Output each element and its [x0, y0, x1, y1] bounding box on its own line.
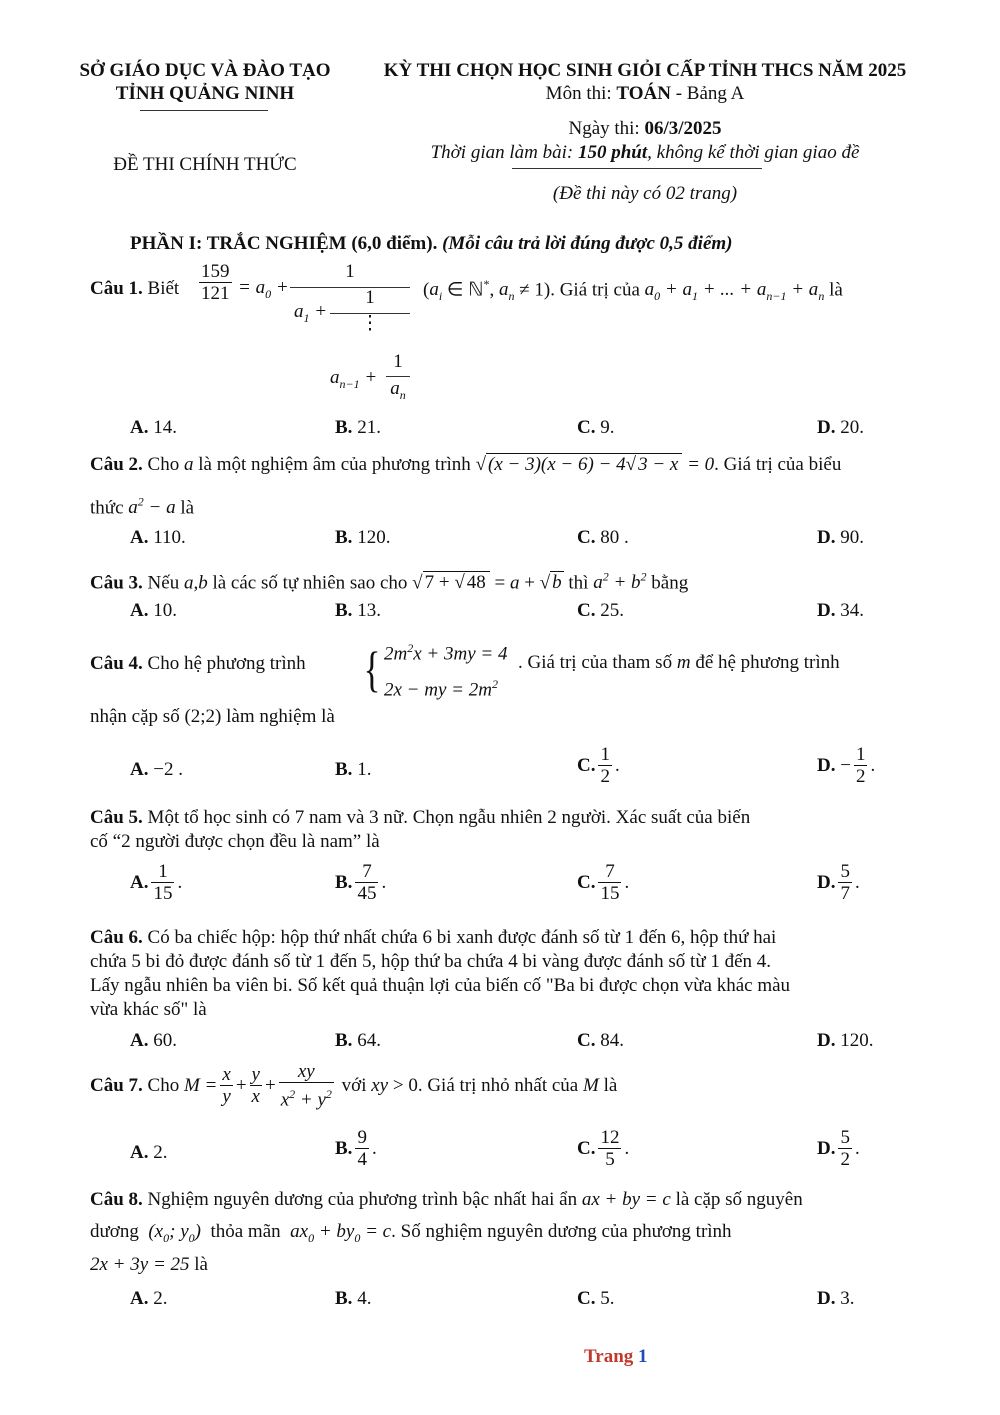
q7-option-d[interactable]: D. $\frac{5}{2}$ . [817, 1127, 860, 1170]
q1-cf-a1: $a_1$ + [294, 301, 328, 325]
question-1: Câu 1. Biết [90, 278, 180, 299]
section-title: PHẦN I: TRẮC NGHIỆM (6,0 điểm). (Mỗi câu trả lời đúng được 0,5 điểm) [130, 233, 733, 254]
q1-cf-an-1: $a_{n-1}$ + [330, 367, 378, 391]
q1-cf-a0: = $a_0$ + [238, 277, 289, 301]
q8-option-d[interactable]: D. 3. [817, 1288, 855, 1309]
question-5: Câu 5. Một tổ học sinh có 7 nam và 3 nữ. Chọn ngẫu nhiên 2 người. Xác suất của biến [90, 807, 751, 828]
q3-option-b[interactable]: B. 13. [335, 600, 381, 621]
question-2: Câu 2. Cho a là một nghiệm âm của phương trình √ (x − 3)(x − 6) − 4√ 3 − x = 0. Giá trị của biểu [90, 454, 842, 475]
question-6: Câu 6. Có ba chiếc hộp: hộp thứ nhất chứa 6 bi xanh được đánh số từ 1 đến 6, hộp thứ hai [90, 927, 777, 948]
header-left-underline [140, 110, 268, 111]
question-4-line-2: nhận cặp số (2;2) làm nghiệm là [90, 706, 335, 727]
q5-option-a[interactable]: A. $\frac{1}{15}$ . [130, 861, 183, 904]
q5-option-d[interactable]: D. $\frac{5}{7}$ . [817, 861, 860, 904]
q4-equation-system: { $2m^2x + 3my = 4$ 2x − my = $2m^2$ [363, 641, 508, 701]
q4-option-c[interactable]: C. $\frac{1}{2}$ . [577, 744, 620, 787]
q7-option-c[interactable]: C. $\frac{12}{5}$ . [577, 1127, 630, 1170]
question-4-continued: . Giá trị của tham số m để hệ phương trình [518, 652, 840, 673]
question-6-line-4: vừa khác số" là [90, 999, 207, 1020]
q3-option-a[interactable]: A. 10. [130, 600, 177, 621]
q7-option-a[interactable]: A. 2. [130, 1142, 168, 1163]
q5-option-c[interactable]: C. $\frac{7}{15}$ . [577, 861, 630, 904]
q6-option-c[interactable]: C. 84. [577, 1030, 624, 1051]
official-exam-label: ĐỀ THI CHÍNH THỨC [113, 154, 297, 175]
pages-note: (Đề thi này có 02 trang) [552, 183, 738, 204]
q6-option-d[interactable]: D. 120. [817, 1030, 874, 1051]
q3-option-d[interactable]: D. 34. [817, 600, 864, 621]
q2-option-b[interactable]: B. 120. [335, 527, 391, 548]
page-number: Trang 1 [584, 1346, 648, 1367]
exam-date: Ngày thi: 06/3/2025 [568, 118, 722, 139]
q7-option-b[interactable]: B. $\frac{9}{4}$ . [335, 1127, 377, 1170]
question-8-line-3: 2x + 3y = 25 là [90, 1254, 208, 1275]
q8-option-a[interactable]: A. 2. [130, 1288, 168, 1309]
question-4: Câu 4. Cho hệ phương trình [90, 653, 306, 674]
q2-option-a[interactable]: A. 110. [130, 527, 186, 548]
question-6-line-2: chứa 5 bi đỏ được đánh số từ 1 đến 5, hộp thứ ba chứa 4 bi vàng được đánh số từ 1 đến 4. [90, 951, 772, 972]
q3-option-c[interactable]: C. 25. [577, 600, 624, 621]
header-right-underline [512, 168, 762, 169]
q6-option-b[interactable]: B. 64. [335, 1030, 381, 1051]
q4-option-b[interactable]: B. 1. [335, 759, 372, 780]
question-6-line-3: Lấy ngẫu nhiên ba viên bi. Số kết quả thuận lợi của biến cố "Ba bi được chọn vừa khác màu [90, 975, 791, 996]
q2-option-c[interactable]: C. 80 . [577, 527, 629, 548]
question-7: Câu 7. Cho M = $\frac{x}{y}$ + $\frac{y}{x}$ + $\frac{xy}{x^2 + y^2}$ với xy > 0. Giá trị nhỏ nhất của M là [90, 1061, 618, 1111]
question-3: Câu 3. Nếu a,b là các số tự nhiên sao cho √ 7 + √ 48 = a + √ b thì $a^2 + b^2$ bằng [90, 570, 689, 594]
q1-cf-vdots: ⋮ [360, 313, 380, 334]
q1-condition-and-question: ($a_i$ ∈ ℕ*, $a_n \ne 1$). Giá trị của $a_0 + a_1$ + ... + $a_{n-1} + a_n$ là [423, 277, 843, 304]
q6-option-a[interactable]: A. 60. [130, 1030, 177, 1051]
question-5-line-2: cố “2 người được chọn đều là nam” là [90, 831, 380, 852]
q2-option-d[interactable]: D. 90. [817, 527, 864, 548]
q5-option-b[interactable]: B. $\frac{7}{45}$ . [335, 861, 387, 904]
q8-option-b[interactable]: B. 4. [335, 1288, 372, 1309]
q8-option-c[interactable]: C. 5. [577, 1288, 615, 1309]
q1-option-d[interactable]: D. 20. [817, 417, 864, 438]
q1-fraction-159-121: $\frac{159}{121}$ [201, 261, 230, 304]
q1-cf-num-1: 1 [345, 261, 355, 282]
q4-option-a[interactable]: A. −2 . [130, 759, 183, 780]
q1-option-c[interactable]: C. 9. [577, 417, 615, 438]
question-2-line-2: thức $a^2 - a$ là [90, 495, 195, 519]
exam-title: KỲ THI CHỌN HỌC SINH GIỎI CẤP TỈNH THCS NĂM 2025 [383, 60, 907, 81]
province-name: TỈNH QUẢNG NINH [115, 83, 295, 104]
department-name: SỞ GIÁO DỤC VÀ ĐÀO TẠO [79, 60, 331, 81]
question-8-line-2: dương ($x_0$; $y_0$) thỏa mãn $ax_0 + by_0 = c$. Số nghiệm nguyên dương của phương trình [90, 1221, 732, 1245]
q1-option-b[interactable]: B. 21. [335, 417, 381, 438]
exam-duration: Thời gian làm bài: 150 phút, không kể thời gian giao đề [430, 142, 860, 163]
q4-option-d[interactable]: D. − $\frac{1}{2}$ . [817, 744, 876, 787]
q1-option-a[interactable]: A. 14. [130, 417, 177, 438]
exam-subject: Môn thi: TOÁN - Bảng A [545, 83, 745, 104]
question-8: Câu 8. Nghiệm nguyên dương của phương trình bậc nhất hai ẩn ax + by = c là cặp số nguyên [90, 1189, 803, 1210]
